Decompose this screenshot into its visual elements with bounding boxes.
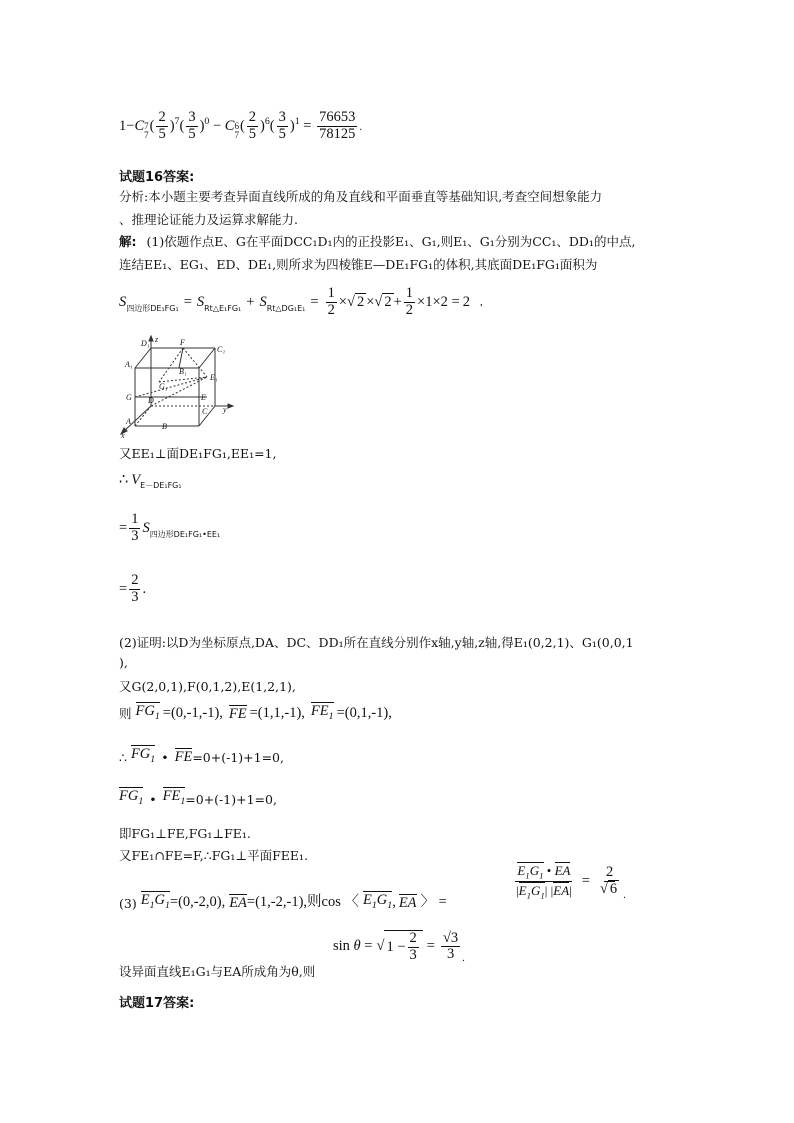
q16-heading: 试题16答案: <box>119 170 195 185</box>
svg-text:C: C <box>202 407 208 416</box>
vectors-line: 则 $FG_1$ =(0,-1,-1), FE =(1,1,-1), $FE_1$ =(0,1,-1), <box>119 703 392 723</box>
solution-label: 解: <box>119 234 137 249</box>
dot-product-1: ∴ $FG_1$ • FE =0+(-1)+1=0, <box>119 746 284 766</box>
dot-product-2: $FG_1$ • $FE_1$ =0+(-1)+1=0, <box>119 788 277 808</box>
part2-line-3: 又G(2,0,1),F(0,1,2),E(1,2,1), <box>119 679 296 694</box>
svg-text:G₁: G₁ <box>159 382 168 391</box>
sin-result-num: √3 <box>442 929 459 946</box>
area-subscript: 四边形DE₁FG₁ <box>126 303 179 313</box>
cos-num: 2 <box>605 863 614 880</box>
part2-line-1: (2)证明:以D为坐标原点,DA、DC、DD₁所在直线分别作x轴,y轴,z轴,得E₁(0,2,1)、G₁(0,0,1 <box>119 635 634 650</box>
part2-line-2: ), <box>119 655 128 670</box>
perp-line: 又EE₁⊥面DE₁FG₁,EE₁=1, <box>119 446 277 461</box>
part3-line: (3) $E_1G_1$ =(0,-2,0), EA =(1,-2,-1),则cos 〈 $E_1G_1$ , EA 〉 = <box>119 891 447 911</box>
svg-text:C₁: C₁ <box>217 345 226 354</box>
cos-fraction: $\frac{E_1G_1 • EA}{|E_1G_1| |EA|}$ = $\frac{2}{√ 6}$ . <box>516 863 626 901</box>
dot1-value: =0+(-1)+1=0, <box>192 750 284 766</box>
vector-fe1-value: =(0,1,-1), <box>336 705 392 722</box>
dot2-value: =0+(-1)+1=0, <box>185 792 277 808</box>
vector-fe-value: =(1,1,-1), <box>249 705 305 722</box>
conclusion-1: 即FG₁⊥FE,FG₁⊥FE₁. <box>119 826 251 841</box>
svg-text:F: F <box>180 338 185 347</box>
area-result: 2 <box>462 293 470 310</box>
volume-equation: = $\frac{1}{3}$ S 四边形DE₁FG₁ •EE₁ <box>119 511 221 544</box>
svg-text:y: y <box>223 405 227 414</box>
part3-label: (3) <box>119 896 137 911</box>
part3-v2: =(1,-2,-1),则cos 〈 <box>246 894 359 910</box>
svg-text:z: z <box>155 335 159 344</box>
svg-text:E: E <box>201 393 206 402</box>
angle-line: 设异面直线E₁G₁与EA所成角为θ,则 <box>119 964 316 979</box>
volume-subscript: E－DE₁FG₁ <box>140 481 182 490</box>
probability-formula: 1−C 7 7 ( $\frac{2}{5}$ )$^7$( $\frac{3}{5}$ )$^0$ − C 6 7 ( $\frac{2}{5}$ )$^6$( $\frac{3}{5}$ )$^1$ = $\frac{76653}{78125}$ . <box>119 108 363 142</box>
svg-text:x: x <box>121 431 125 438</box>
solution-line-1 <box>119 232 635 250</box>
vol-eq-subscript: 四边形DE₁FG₁ <box>149 529 203 539</box>
volume-label: ∴ V E－DE₁FG₁ <box>119 472 182 490</box>
svg-text:A: A <box>126 417 131 426</box>
cube-figure <box>119 334 239 438</box>
svg-text:G: G <box>126 393 132 402</box>
sin-result-den: 3 <box>446 946 455 963</box>
solution-text-1: (1)依题作点E、G在平面DCC₁D₁内的正投影E₁、G₁,则E₁、G₁分别为CC₁、DD₁的中点, <box>146 234 636 249</box>
solution-line-2: 连结EE₁、EG₁、ED、DE₁,则所求为四棱锥E—DE₁FG₁的体积,其底面DE₁FG₁面积为 <box>119 257 598 272</box>
part3-v1: =(0,-2,0), <box>169 894 226 910</box>
svg-text:B₁: B₁ <box>179 367 187 376</box>
vector-fg1-value: =(0,-1,-1), <box>162 705 223 722</box>
analysis-line-1: 分析:本小题主要考查异面直线所成的角及直线和平面垂直等基础知识,考查空间想象能力 <box>119 189 603 204</box>
vol-eq-tail: •EE₁ <box>202 529 221 539</box>
volume-result: = $\frac{2}{3}$ . <box>119 572 147 605</box>
svg-text:B: B <box>162 422 167 431</box>
tri1-subscript: Rt△E₁FG₁ <box>204 303 242 313</box>
q17-heading: 试题17答案: <box>119 996 195 1011</box>
svg-text:A₁: A₁ <box>125 360 133 369</box>
svg-text:D₁: D₁ <box>141 339 150 348</box>
svg-text:E₁: E₁ <box>210 373 218 382</box>
sin-formula: sin θ = √ 1 − $\frac{2}{3}$ = $\frac{√3}{3}$ . <box>333 929 465 964</box>
tri2-subscript: Rt△DG₁E₁ <box>266 303 306 313</box>
conclusion-2: 又FE₁∩FE=F,∴FG₁⊥平面FEE₁. <box>119 848 309 863</box>
area-formula: S 四边形DE₁FG₁ = S Rt△E₁FG₁ + S Rt△DG₁E₁ = $\frac{1}{2}$ ×√ 2 ×√ 2 + $\frac{1}{2}$ ×1×2 = 2 , <box>119 284 483 318</box>
analysis-line-2: 、推理论证能力及运算求解能力. <box>119 212 298 227</box>
svg-text:D: D <box>148 396 154 405</box>
